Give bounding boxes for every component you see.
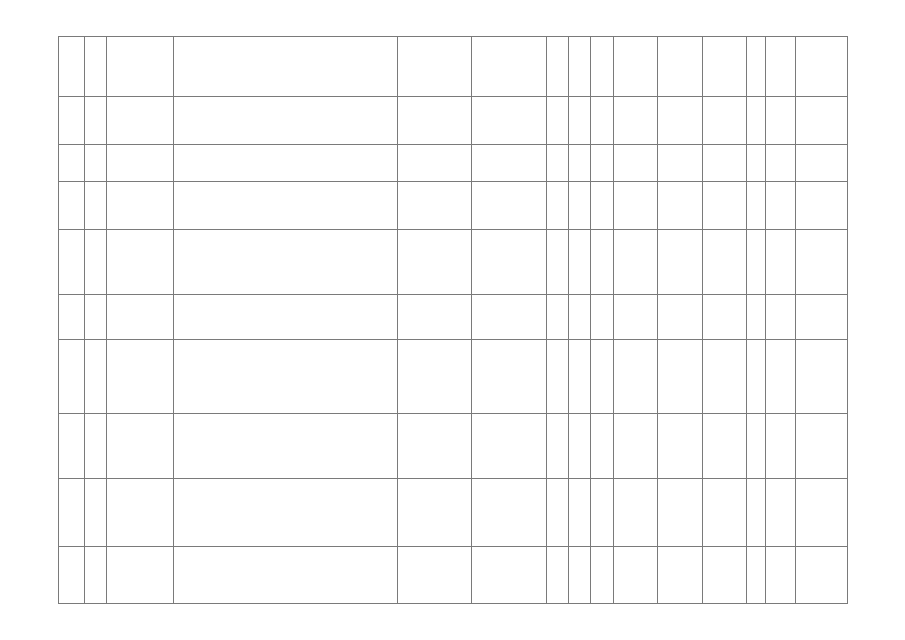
cell-purpose (702, 547, 747, 604)
cell-count (747, 340, 766, 414)
cell-count (747, 181, 766, 229)
cell-num (59, 479, 85, 547)
cell-to (472, 96, 546, 144)
cell-code (85, 547, 107, 604)
cell-width (568, 229, 590, 294)
cell-category (658, 181, 703, 229)
cell-date (766, 294, 796, 339)
cell-category (658, 229, 703, 294)
cell-code (85, 37, 107, 97)
cell-to (472, 181, 546, 229)
table-row (59, 479, 848, 547)
cell-from (397, 414, 471, 479)
cell-count (747, 294, 766, 339)
cell-code (85, 96, 107, 144)
cell-length (546, 340, 568, 414)
table-row (59, 144, 848, 181)
cell-num (59, 547, 85, 604)
cell-date (766, 414, 796, 479)
cell-date (766, 547, 796, 604)
cell-width (568, 479, 590, 547)
cell-reference (795, 340, 847, 414)
cell-description (174, 414, 397, 479)
cell-date (766, 96, 796, 144)
cell-area (591, 294, 613, 339)
table-row (59, 229, 848, 294)
cell-purpose (702, 294, 747, 339)
cell-count (747, 547, 766, 604)
cell-width (568, 547, 590, 604)
cell-area (591, 96, 613, 144)
cell-num (59, 181, 85, 229)
cell-reference (795, 414, 847, 479)
cell-area (591, 37, 613, 97)
cell-name (107, 37, 174, 97)
cell-name (107, 294, 174, 339)
table-row (59, 547, 848, 604)
records-table (58, 36, 848, 604)
cell-date (766, 340, 796, 414)
cell-name (107, 547, 174, 604)
cell-num (59, 96, 85, 144)
cell-purpose (702, 229, 747, 294)
cell-num (59, 294, 85, 339)
cell-area (591, 479, 613, 547)
cell-purpose (702, 479, 747, 547)
cell-code (85, 479, 107, 547)
table-row (59, 181, 848, 229)
cell-reference (795, 144, 847, 181)
cell-from (397, 340, 471, 414)
cell-code (85, 181, 107, 229)
cell-to (472, 414, 546, 479)
cell-category (658, 414, 703, 479)
cell-to (472, 144, 546, 181)
cell-code (85, 414, 107, 479)
cell-description (174, 547, 397, 604)
table-row (59, 96, 848, 144)
cell-from (397, 181, 471, 229)
cell-status (613, 96, 658, 144)
cell-description (174, 294, 397, 339)
cell-count (747, 229, 766, 294)
cell-num (59, 340, 85, 414)
cell-name (107, 340, 174, 414)
cell-num (59, 229, 85, 294)
cell-description (174, 479, 397, 547)
cell-reference (795, 547, 847, 604)
cell-area (591, 547, 613, 604)
cell-status (613, 340, 658, 414)
cell-description (174, 181, 397, 229)
cell-from (397, 479, 471, 547)
cell-code (85, 340, 107, 414)
cell-name (107, 96, 174, 144)
cell-length (546, 181, 568, 229)
cell-description (174, 340, 397, 414)
cell-area (591, 144, 613, 181)
cell-to (472, 547, 546, 604)
cell-status (613, 229, 658, 294)
cell-width (568, 181, 590, 229)
cell-status (613, 144, 658, 181)
cell-category (658, 340, 703, 414)
cell-status (613, 37, 658, 97)
cell-to (472, 229, 546, 294)
cell-name (107, 181, 174, 229)
cell-count (747, 144, 766, 181)
cell-num (59, 37, 85, 97)
cell-status (613, 479, 658, 547)
cell-date (766, 37, 796, 97)
cell-description (174, 37, 397, 97)
cell-to (472, 479, 546, 547)
cell-date (766, 144, 796, 181)
cell-reference (795, 181, 847, 229)
cell-num (59, 414, 85, 479)
cell-code (85, 144, 107, 181)
cell-length (546, 414, 568, 479)
cell-reference (795, 294, 847, 339)
cell-purpose (702, 181, 747, 229)
cell-name (107, 479, 174, 547)
cell-date (766, 181, 796, 229)
table-row (59, 340, 848, 414)
cell-status (613, 547, 658, 604)
cell-purpose (702, 340, 747, 414)
cell-reference (795, 37, 847, 97)
table-row (59, 37, 848, 97)
records-body (59, 37, 848, 604)
cell-reference (795, 479, 847, 547)
cell-reference (795, 96, 847, 144)
cell-category (658, 96, 703, 144)
cell-from (397, 144, 471, 181)
cell-name (107, 229, 174, 294)
cell-width (568, 414, 590, 479)
cell-from (397, 547, 471, 604)
cell-description (174, 96, 397, 144)
cell-length (546, 144, 568, 181)
cell-width (568, 96, 590, 144)
cell-category (658, 294, 703, 339)
cell-width (568, 144, 590, 181)
cell-category (658, 37, 703, 97)
cell-to (472, 340, 546, 414)
table-row (59, 414, 848, 479)
cell-count (747, 479, 766, 547)
cell-status (613, 414, 658, 479)
cell-category (658, 547, 703, 604)
cell-length (546, 229, 568, 294)
cell-length (546, 37, 568, 97)
cell-name (107, 414, 174, 479)
cell-area (591, 414, 613, 479)
table-row (59, 294, 848, 339)
cell-purpose (702, 144, 747, 181)
cell-date (766, 229, 796, 294)
cell-status (613, 181, 658, 229)
cell-width (568, 340, 590, 414)
cell-purpose (702, 37, 747, 97)
cell-to (472, 294, 546, 339)
cell-name (107, 144, 174, 181)
cell-from (397, 229, 471, 294)
cell-category (658, 479, 703, 547)
cell-width (568, 37, 590, 97)
cell-length (546, 96, 568, 144)
cell-to (472, 37, 546, 97)
cell-status (613, 294, 658, 339)
cell-description (174, 229, 397, 294)
cell-area (591, 340, 613, 414)
cell-length (546, 294, 568, 339)
document-sheet (58, 36, 848, 604)
cell-count (747, 37, 766, 97)
cell-area (591, 181, 613, 229)
cell-reference (795, 229, 847, 294)
cell-code (85, 294, 107, 339)
cell-description (174, 144, 397, 181)
cell-code (85, 229, 107, 294)
cell-width (568, 294, 590, 339)
cell-category (658, 144, 703, 181)
cell-from (397, 294, 471, 339)
cell-purpose (702, 414, 747, 479)
cell-length (546, 479, 568, 547)
cell-num (59, 144, 85, 181)
cell-length (546, 547, 568, 604)
cell-count (747, 414, 766, 479)
cell-count (747, 96, 766, 144)
cell-from (397, 37, 471, 97)
cell-area (591, 229, 613, 294)
cell-from (397, 96, 471, 144)
cell-date (766, 479, 796, 547)
cell-purpose (702, 96, 747, 144)
